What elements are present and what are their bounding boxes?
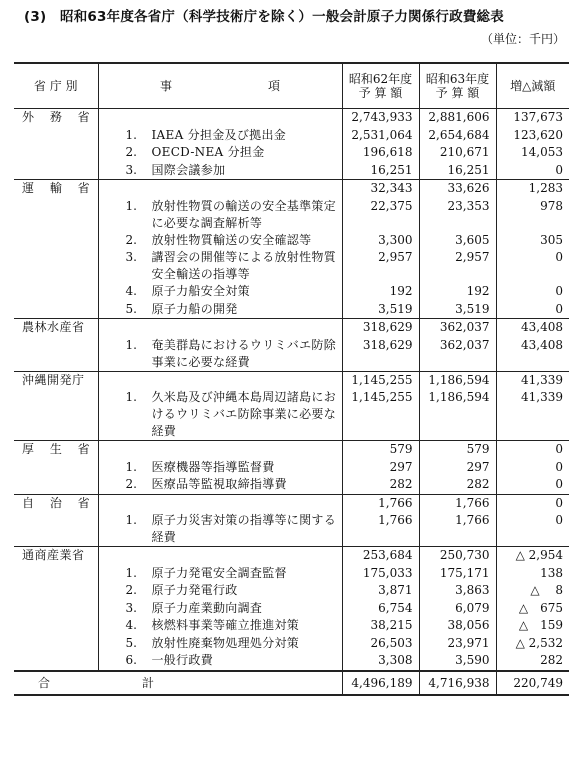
budget-62-value: 253,684	[342, 547, 419, 565]
item-cell	[98, 337, 342, 372]
ministry-row	[14, 180, 569, 198]
diff-value: 14,053	[496, 144, 569, 162]
item-cell	[98, 232, 342, 250]
ministry-name: 通商産業省	[14, 547, 98, 565]
budget-62-value: 16,251	[342, 162, 419, 180]
budget-62-value: 1,145,255	[342, 371, 419, 389]
diff-value: 0	[496, 283, 569, 301]
budget-63-value: 16,251	[419, 162, 496, 180]
budget-62-value: 297	[342, 459, 419, 477]
header-budget-63-line2: 予 算 額	[435, 86, 480, 100]
item-entry	[104, 127, 337, 144]
ministry-cell-empty	[14, 512, 98, 547]
header-budget-63-line1: 昭和63年度	[425, 72, 490, 86]
budget-62-value: 22,375	[342, 198, 419, 232]
table-body	[14, 109, 569, 695]
item-number: 1.	[125, 127, 137, 142]
ministry-cell-empty	[14, 283, 98, 301]
item-text: 放射性物質輸送の安全確認等	[151, 232, 312, 247]
item-entry	[104, 389, 337, 440]
budget-63-value: 3,519	[419, 301, 496, 319]
ministry-cell-empty	[14, 162, 98, 180]
item-entry	[104, 249, 337, 283]
item-text: 医療機器等指導監督費	[151, 459, 275, 474]
ministry-cell-empty	[14, 476, 98, 494]
item-number: 3.	[125, 250, 137, 264]
diff-value: 0	[496, 249, 569, 283]
ministry-cell-empty	[14, 652, 98, 671]
budget-62-value: 32,343	[342, 180, 419, 198]
item-cell-empty	[98, 180, 342, 198]
budget-62-value: 175,033	[342, 565, 419, 583]
budget-62-value: 3,308	[342, 652, 419, 671]
item-entry	[104, 476, 337, 493]
budget-63-value: 1,766	[419, 494, 496, 512]
diff-value: 123,620	[496, 127, 569, 145]
item-row	[14, 459, 569, 477]
total-row	[14, 671, 569, 695]
header-ministry: 省 庁 別	[14, 63, 98, 109]
diff-value: △ 159	[496, 617, 569, 635]
item-text: 原子力船の開発	[151, 301, 238, 316]
budget-62-value: 1,766	[342, 512, 419, 547]
ministry-cell-empty	[14, 389, 98, 441]
item-text: 放射性廃棄物処理処分対策	[151, 635, 300, 650]
diff-value: 43,408	[496, 337, 569, 372]
budget-62-value: 1,766	[342, 494, 419, 512]
diff-value: 41,339	[496, 371, 569, 389]
ministry-name: 外 務 省	[14, 109, 98, 127]
diff-value: 43,408	[496, 319, 569, 337]
item-row	[14, 249, 569, 283]
item-cell-empty	[98, 547, 342, 565]
item-cell-empty	[98, 319, 342, 337]
diff-value: 282	[496, 652, 569, 671]
item-number: 2.	[125, 232, 137, 247]
budget-63-value: 3,590	[419, 652, 496, 671]
budget-62-value: 196,618	[342, 144, 419, 162]
diff-value: 0	[496, 476, 569, 494]
table-header-row	[14, 63, 569, 109]
item-text: 原子力船安全対策	[151, 284, 250, 298]
item-text: 原子力災害対策の指導等に関する経費	[151, 513, 337, 544]
page-title: (3) 昭和63年度各省庁（科学技術庁を除く）一般会計原子力関係行政費総表	[24, 9, 504, 25]
diff-value: 0	[496, 301, 569, 319]
item-cell	[98, 249, 342, 283]
item-text: 久米島及び沖縄本島周辺諸島におけるウリミバエ防除事業に必要な経費	[151, 390, 337, 438]
item-cell	[98, 512, 342, 547]
budget-62-value: 1,145,255	[342, 389, 419, 441]
item-entry	[104, 283, 337, 300]
total-budget-63: 4,716,938	[419, 671, 496, 695]
ministry-cell-empty	[14, 127, 98, 145]
ministry-row	[14, 319, 569, 337]
item-text: 核燃料事業等確立推進対策	[151, 618, 300, 632]
ministry-cell-empty	[14, 582, 98, 600]
ministry-cell-empty	[14, 635, 98, 653]
budget-62-value: 26,503	[342, 635, 419, 653]
item-row	[14, 582, 569, 600]
ministry-cell-empty	[14, 249, 98, 283]
ministry-cell-empty	[14, 600, 98, 618]
item-row	[14, 476, 569, 494]
item-text: 原子力発電安全調査監督	[151, 565, 287, 580]
item-row	[14, 512, 569, 547]
item-number: 1.	[125, 565, 137, 580]
budget-63-value: 210,671	[419, 144, 496, 162]
item-entry	[104, 512, 337, 546]
budget-62-value: 38,215	[342, 617, 419, 635]
ministry-cell-empty	[14, 232, 98, 250]
ministry-name: 運 輸 省	[14, 180, 98, 198]
item-text: 講習会の開催等による放射性物質安全輸送の指導等	[151, 250, 337, 281]
diff-value: △ 675	[496, 600, 569, 618]
item-number: 6.	[125, 653, 137, 667]
budget-63-value: 250,730	[419, 547, 496, 565]
item-entry	[104, 337, 337, 371]
item-cell	[98, 459, 342, 477]
item-number: 3.	[125, 162, 137, 177]
item-number: 3.	[125, 600, 137, 615]
item-entry	[104, 301, 337, 318]
item-cell-empty	[98, 494, 342, 512]
ministry-name: 厚 生 省	[14, 441, 98, 459]
ministry-cell-empty	[14, 301, 98, 319]
item-number: 1.	[125, 337, 137, 352]
budget-63-value: 579	[419, 441, 496, 459]
ministry-cell-empty	[14, 459, 98, 477]
diff-value: 0	[496, 494, 569, 512]
ministry-row	[14, 494, 569, 512]
diff-value: △ 8	[496, 582, 569, 600]
item-row	[14, 337, 569, 372]
item-cell	[98, 635, 342, 653]
item-cell	[98, 127, 342, 145]
budget-63-value: 1,766	[419, 512, 496, 547]
diff-value: 137,673	[496, 109, 569, 127]
item-text: 原子力産業動向調査	[151, 600, 263, 615]
item-cell	[98, 198, 342, 232]
ministry-cell-empty	[14, 144, 98, 162]
item-number: 1.	[125, 459, 137, 474]
item-cell	[98, 389, 342, 441]
budget-62-value: 2,957	[342, 249, 419, 283]
diff-value: 978	[496, 198, 569, 232]
budget-63-value: 1,186,594	[419, 389, 496, 441]
item-row	[14, 127, 569, 145]
budget-63-value: 192	[419, 283, 496, 301]
item-number: 4.	[125, 618, 137, 632]
item-row	[14, 617, 569, 635]
item-text: OECD-NEA 分担金	[151, 145, 265, 159]
item-entry	[104, 582, 337, 599]
budget-63-value: 3,605	[419, 232, 496, 250]
item-cell	[98, 283, 342, 301]
item-row	[14, 198, 569, 232]
budget-63-value: 6,079	[419, 600, 496, 618]
budget-62-value: 3,519	[342, 301, 419, 319]
diff-value: 0	[496, 459, 569, 477]
item-row	[14, 600, 569, 618]
item-number: 2.	[125, 477, 137, 491]
header-diff: 増△減額	[496, 63, 569, 109]
item-number: 5.	[125, 635, 137, 650]
item-row	[14, 389, 569, 441]
item-text: 奄美群島におけるウリミバエ防除事業に必要な経費	[151, 337, 337, 369]
budget-63-value: 362,037	[419, 337, 496, 372]
item-entry	[104, 198, 337, 232]
item-cell	[98, 582, 342, 600]
item-cell	[98, 652, 342, 671]
item-number: 1.	[125, 198, 137, 213]
header-budget-62	[342, 63, 419, 109]
budget-63-value: 33,626	[419, 180, 496, 198]
item-text: 国際会議参加	[151, 162, 226, 177]
budget-62-value: 579	[342, 441, 419, 459]
diff-value: △ 2,954	[496, 547, 569, 565]
item-row	[14, 652, 569, 671]
item-cell	[98, 301, 342, 319]
item-number: 1.	[125, 390, 137, 404]
ministry-row	[14, 371, 569, 389]
header-item: 事 項	[98, 63, 342, 109]
item-number: 5.	[125, 301, 137, 316]
item-cell	[98, 565, 342, 583]
total-diff: 220,749	[496, 671, 569, 695]
diff-value: 0	[496, 512, 569, 547]
item-row	[14, 144, 569, 162]
item-entry	[104, 635, 337, 652]
total-label: 合 計	[38, 675, 195, 690]
item-text: IAEA 分担金及び拠出金	[151, 127, 287, 142]
diff-value: △ 2,532	[496, 635, 569, 653]
ministry-cell-empty	[14, 198, 98, 232]
ministry-row	[14, 547, 569, 565]
ministry-name: 自 治 省	[14, 494, 98, 512]
budget-63-value: 2,881,606	[419, 109, 496, 127]
item-entry	[104, 459, 337, 476]
header-budget-62-line2: 予 算 額	[358, 86, 403, 100]
budget-62-value: 282	[342, 476, 419, 494]
item-entry	[104, 144, 337, 161]
diff-value: 0	[496, 441, 569, 459]
budget-62-value: 3,300	[342, 232, 419, 250]
budget-62-value: 6,754	[342, 600, 419, 618]
item-row	[14, 565, 569, 583]
budget-62-value: 2,531,064	[342, 127, 419, 145]
item-number: 2.	[125, 583, 137, 597]
budget-63-value: 1,186,594	[419, 371, 496, 389]
item-text: 医療品等監視取締指導費	[151, 477, 287, 491]
item-cell	[98, 162, 342, 180]
item-entry	[104, 565, 337, 582]
budget-62-value: 192	[342, 283, 419, 301]
total-label-cell	[14, 671, 342, 695]
item-text: 放射性物質の輸送の安全基準策定に必要な調査解析等	[151, 198, 337, 230]
budget-63-value: 282	[419, 476, 496, 494]
unit-label: （単位：千円）	[480, 32, 565, 46]
budget-table	[14, 62, 569, 696]
item-number: 1.	[125, 513, 137, 527]
budget-63-value: 23,353	[419, 198, 496, 232]
header-budget-63	[419, 63, 496, 109]
total-budget-62: 4,496,189	[342, 671, 419, 695]
budget-63-value: 2,957	[419, 249, 496, 283]
item-text: 一般行政費	[151, 653, 214, 667]
diff-value: 1,283	[496, 180, 569, 198]
item-cell	[98, 617, 342, 635]
item-cell-empty	[98, 109, 342, 127]
item-cell	[98, 144, 342, 162]
item-row	[14, 635, 569, 653]
budget-63-value: 297	[419, 459, 496, 477]
header-budget-62-line1: 昭和62年度	[348, 72, 413, 86]
diff-value: 305	[496, 232, 569, 250]
item-cell-empty	[98, 371, 342, 389]
budget-62-value: 318,629	[342, 319, 419, 337]
item-cell	[98, 600, 342, 618]
ministry-name: 農林水産省	[14, 319, 98, 337]
item-entry	[104, 617, 337, 634]
budget-63-value: 23,971	[419, 635, 496, 653]
item-row	[14, 162, 569, 180]
ministry-row	[14, 441, 569, 459]
budget-63-value: 3,863	[419, 582, 496, 600]
budget-63-value: 362,037	[419, 319, 496, 337]
diff-value: 0	[496, 162, 569, 180]
item-cell-empty	[98, 441, 342, 459]
item-number: 4.	[125, 284, 137, 298]
item-row	[14, 232, 569, 250]
ministry-cell-empty	[14, 617, 98, 635]
budget-63-value: 38,056	[419, 617, 496, 635]
item-entry	[104, 600, 337, 617]
budget-63-value: 2,654,684	[419, 127, 496, 145]
item-entry	[104, 232, 337, 249]
item-cell	[98, 476, 342, 494]
ministry-cell-empty	[14, 565, 98, 583]
diff-value: 41,339	[496, 389, 569, 441]
diff-value: 138	[496, 565, 569, 583]
item-row	[14, 301, 569, 319]
budget-62-value: 2,743,933	[342, 109, 419, 127]
ministry-cell-empty	[14, 337, 98, 372]
budget-63-value: 175,171	[419, 565, 496, 583]
item-row	[14, 283, 569, 301]
item-number: 2.	[125, 145, 137, 159]
ministry-name: 沖縄開発庁	[14, 371, 98, 389]
ministry-row	[14, 109, 569, 127]
budget-62-value: 3,871	[342, 582, 419, 600]
budget-62-value: 318,629	[342, 337, 419, 372]
item-text: 原子力発電行政	[151, 583, 238, 597]
item-entry	[104, 652, 337, 669]
item-entry	[104, 162, 337, 179]
